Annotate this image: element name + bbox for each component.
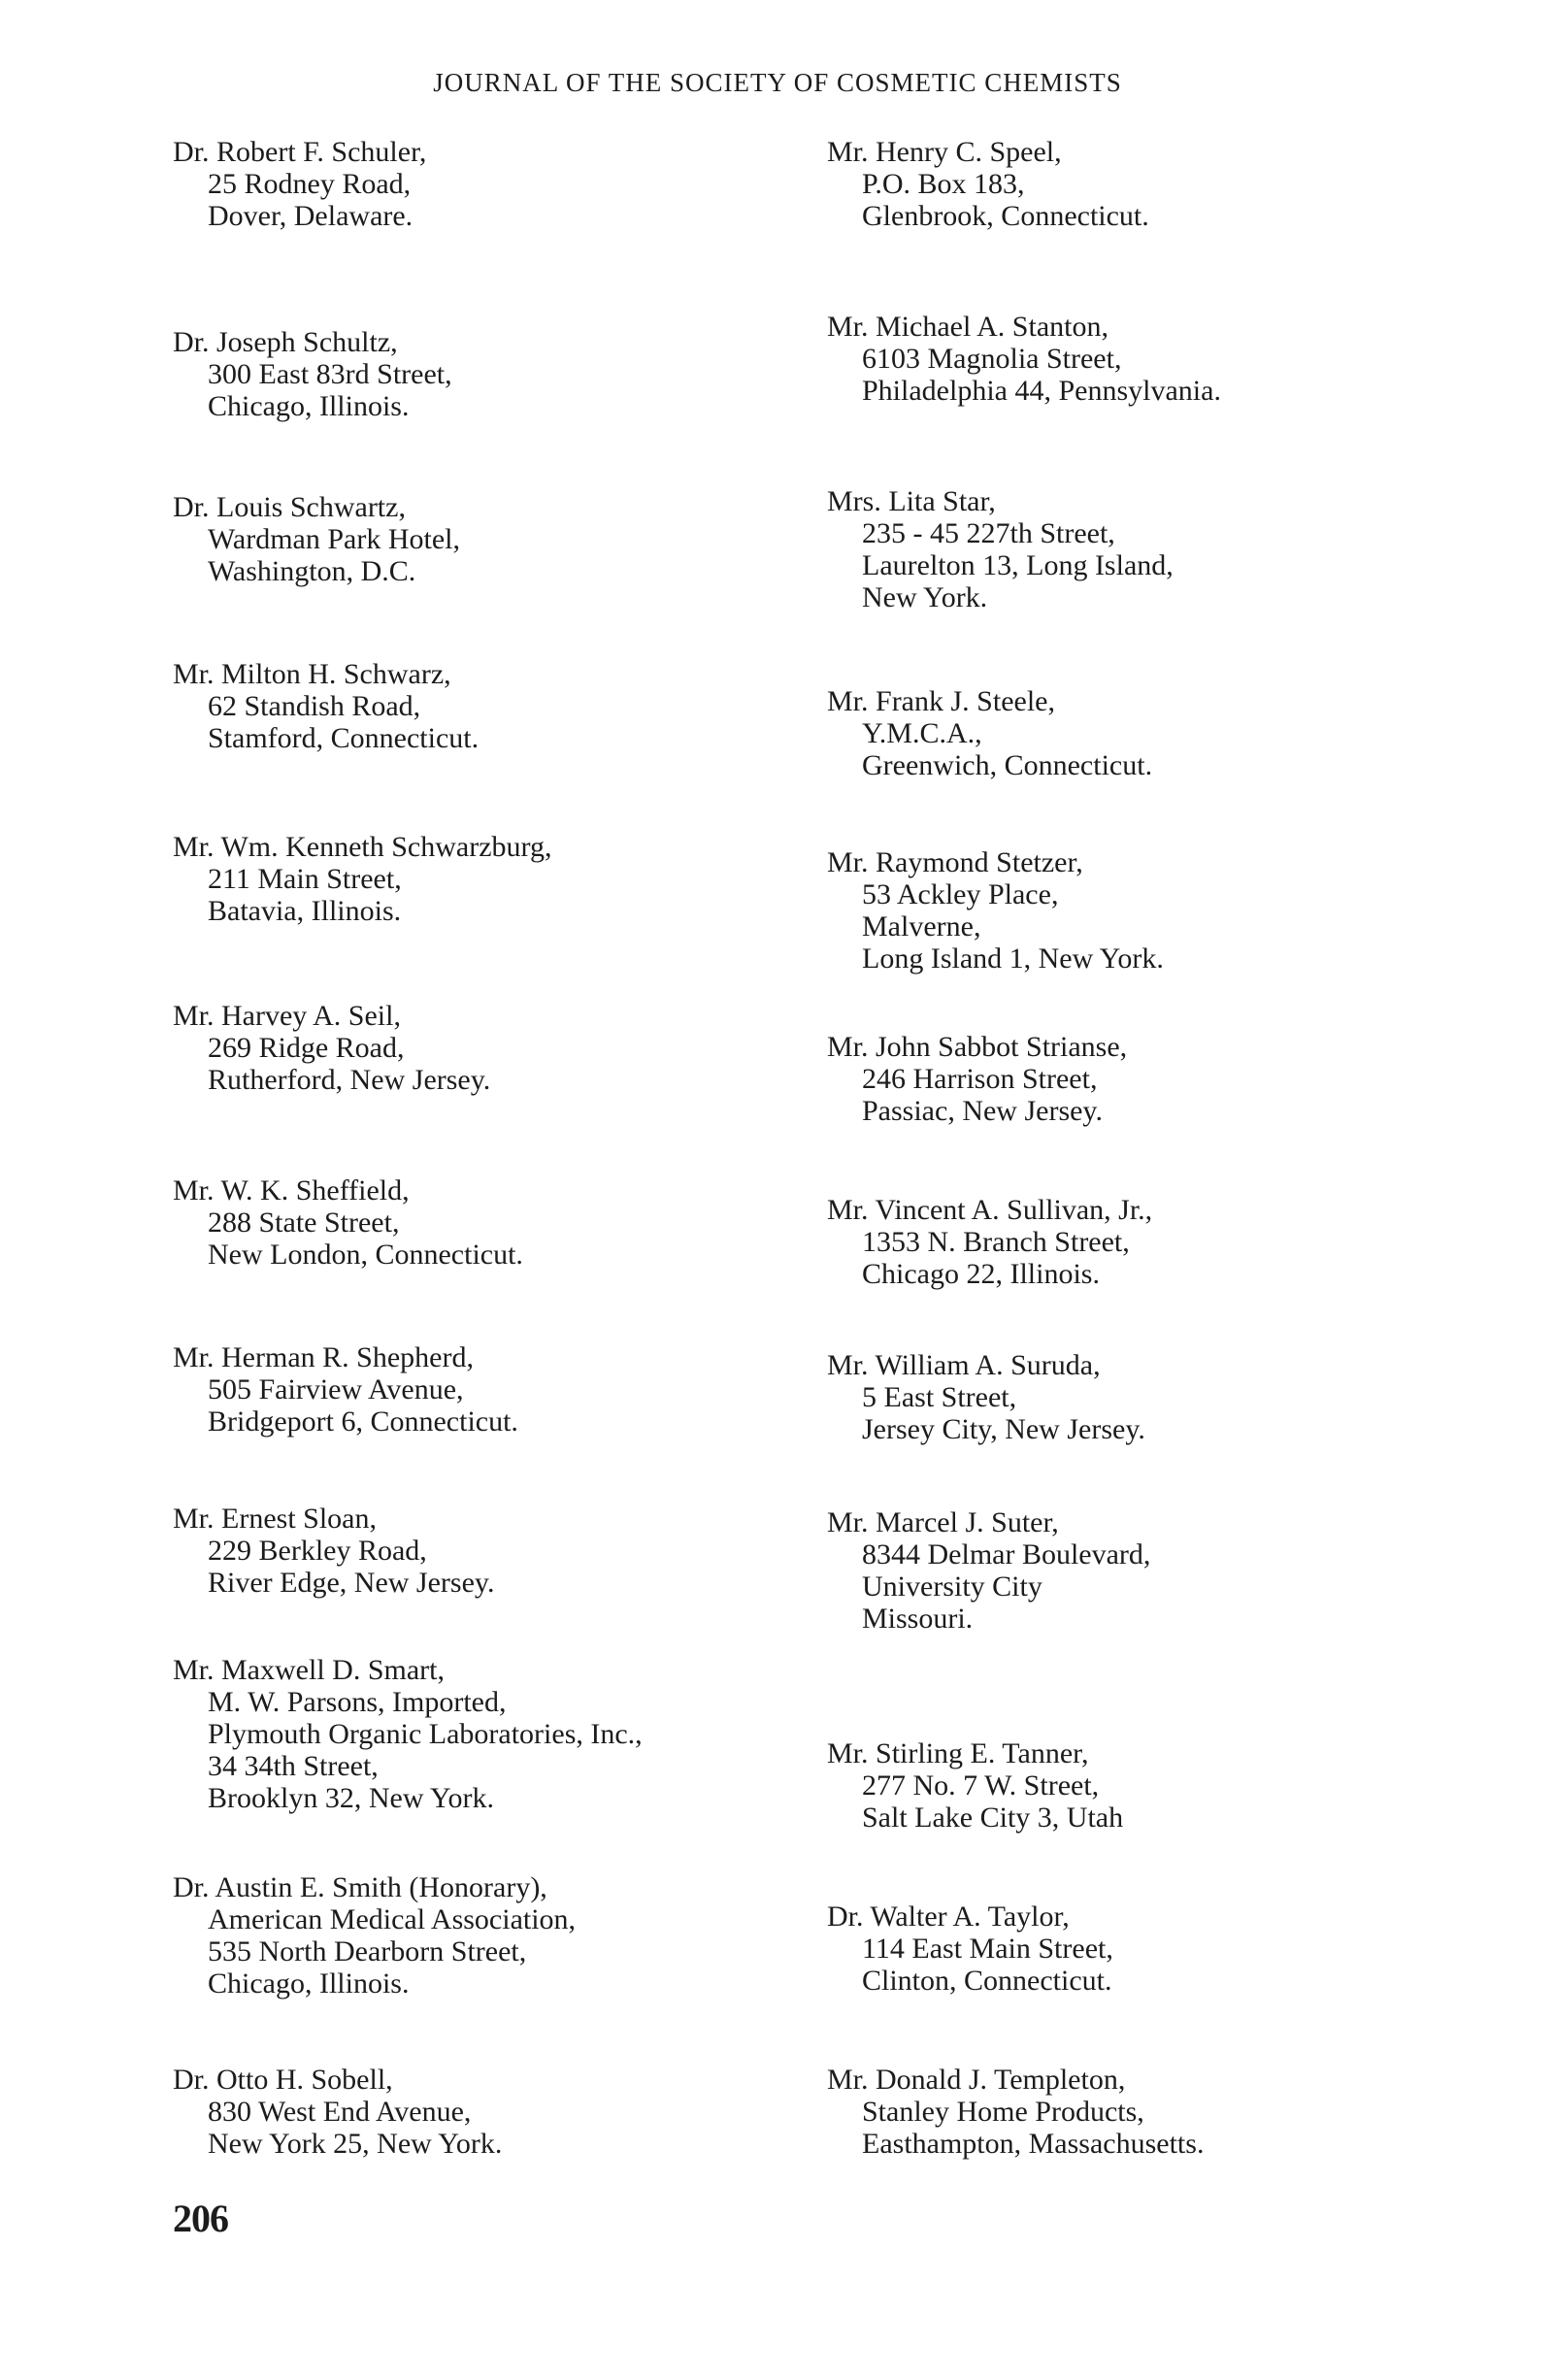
right-entry — [827, 1737, 1123, 1834]
member-name: Mr. Michael A. Stanton, — [827, 311, 1108, 343]
left-entry — [173, 2064, 502, 2160]
right-entry — [827, 2064, 1204, 2160]
address-line: University City — [862, 1570, 1042, 1603]
address-line: Chicago 22, Illinois. — [862, 1258, 1100, 1290]
left-entry — [173, 491, 460, 587]
right-entry — [827, 1194, 1152, 1290]
address-line: New York 25, New York. — [208, 2128, 503, 2160]
address-line: Salt Lake City 3, Utah — [862, 1802, 1124, 1834]
right-entry — [827, 685, 1152, 781]
right-entry — [827, 485, 1174, 613]
member-name: Mr. Vincent A. Sullivan, Jr., — [827, 1194, 1153, 1226]
address-line: Glenbrook, Connecticut. — [862, 200, 1149, 232]
address-line: 288 State Street, — [208, 1207, 400, 1239]
member-name: Mr. Stirling E. Tanner, — [827, 1737, 1089, 1769]
address-line: Plymouth Organic Laboratories, Inc., — [208, 1718, 643, 1750]
address-line: 25 Rodney Road, — [208, 168, 412, 200]
address-line: 6103 Magnolia Street, — [862, 343, 1122, 375]
address-line: 229 Berkley Road, — [208, 1535, 427, 1567]
address-line: Stanley Home Products, — [862, 2096, 1144, 2128]
left-entry — [173, 1000, 490, 1096]
address-line: Wardman Park Hotel, — [208, 523, 461, 555]
left-entry — [173, 136, 426, 232]
address-line: P.O. Box 183, — [862, 168, 1025, 200]
address-line: Easthampton, Massachusetts. — [862, 2128, 1205, 2160]
right-entry — [827, 1349, 1145, 1445]
member-name: Mr. Donald J. Templeton, — [827, 2064, 1126, 2096]
address-line: M. W. Parsons, Imported, — [208, 1686, 507, 1718]
address-line: 53 Ackley Place, — [862, 878, 1059, 910]
address-line: Dover, Delaware. — [208, 200, 414, 232]
left-entry — [173, 1341, 518, 1438]
member-name: Mr. W. K. Sheffield, — [173, 1174, 410, 1207]
address-line: Y.M.C.A., — [862, 717, 982, 749]
left-entry — [173, 1174, 523, 1271]
right-entry — [827, 1506, 1150, 1635]
left-entry — [173, 658, 479, 754]
address-line: 269 Ridge Road, — [208, 1032, 405, 1064]
address-line: Batavia, Illinois. — [208, 895, 402, 927]
left-entry — [173, 831, 551, 927]
address-line: 211 Main Street, — [208, 863, 402, 895]
address-line: Passiac, New Jersey. — [862, 1095, 1103, 1127]
address-line: 535 North Dearborn Street, — [208, 1935, 527, 1967]
member-name: Mr. Herman R. Shepherd, — [173, 1341, 474, 1373]
member-name: Mr. Marcel J. Suter, — [827, 1506, 1059, 1538]
right-entry — [827, 1901, 1113, 1997]
address-line: Missouri. — [862, 1603, 974, 1635]
member-name: Dr. Joseph Schultz, — [173, 326, 398, 358]
address-line: Long Island 1, New York. — [862, 942, 1164, 975]
address-line: 1353 N. Branch Street, — [862, 1226, 1130, 1258]
address-line: Laurelton 13, Long Island, — [862, 549, 1174, 581]
address-line: Chicago, Illinois. — [208, 1967, 410, 2000]
member-name: Mr. Maxwell D. Smart, — [173, 1654, 445, 1686]
right-entry — [827, 311, 1221, 407]
member-name: Dr. Walter A. Taylor, — [827, 1901, 1070, 1933]
member-name: Mr. William A. Suruda, — [827, 1349, 1101, 1381]
address-line: Philadelphia 44, Pennsylvania. — [862, 375, 1221, 407]
member-name: Mrs. Lita Star, — [827, 485, 996, 517]
left-entry — [173, 326, 452, 422]
address-line: 505 Fairview Avenue, — [208, 1373, 464, 1405]
address-line: 62 Standish Road, — [208, 690, 421, 722]
address-line: 34 34th Street, — [208, 1750, 379, 1782]
member-name: Mr. Ernest Sloan, — [173, 1503, 377, 1535]
address-line: New York. — [862, 581, 988, 613]
member-name: Mr. Frank J. Steele, — [827, 685, 1055, 717]
right-entry — [827, 846, 1164, 975]
address-line: Jersey City, New Jersey. — [862, 1413, 1145, 1445]
member-name: Dr. Louis Schwartz, — [173, 491, 406, 523]
address-line: 277 No. 7 W. Street, — [862, 1769, 1100, 1802]
member-name: Mr. Wm. Kenneth Schwarzburg, — [173, 831, 552, 863]
journal-header: JOURNAL OF THE SOCIETY OF COSMETIC CHEMISTS — [433, 68, 1122, 97]
page-number: 206 — [173, 2197, 228, 2240]
right-entry — [827, 136, 1149, 232]
address-line: Chicago, Illinois. — [208, 390, 410, 422]
left-entry — [173, 1503, 494, 1599]
address-line: 8344 Delmar Boulevard, — [862, 1538, 1151, 1570]
right-entry — [827, 1031, 1127, 1127]
address-line: American Medical Association, — [208, 1903, 577, 1935]
address-line: 114 East Main Street, — [862, 1933, 1113, 1965]
address-line: Stamford, Connecticut. — [208, 722, 480, 754]
member-name: Mr. Henry C. Speel, — [827, 136, 1062, 168]
left-entry — [173, 1654, 643, 1814]
address-line: 246 Harrison Street, — [862, 1063, 1098, 1095]
address-line: Malverne, — [862, 910, 981, 942]
member-name: Mr. Milton H. Schwarz, — [173, 658, 451, 690]
member-name: Mr. Harvey A. Seil, — [173, 1000, 401, 1032]
address-line: 300 East 83rd Street, — [208, 358, 452, 390]
member-name: Dr. Austin E. Smith (Honorary), — [173, 1871, 547, 1903]
member-name: Mr. Raymond Stetzer, — [827, 846, 1083, 878]
address-line: Brooklyn 32, New York. — [208, 1782, 495, 1814]
member-name: Dr. Otto H. Sobell, — [173, 2064, 393, 2096]
address-line: New London, Connecticut. — [208, 1239, 523, 1271]
address-line: River Edge, New Jersey. — [208, 1567, 495, 1599]
address-line: 5 East Street, — [862, 1381, 1017, 1413]
address-line: Clinton, Connecticut. — [862, 1965, 1112, 1997]
member-name: Mr. John Sabbot Strianse, — [827, 1031, 1128, 1063]
address-line: 830 West End Avenue, — [208, 2096, 472, 2128]
address-line: Washington, D.C. — [208, 555, 416, 587]
address-line: Rutherford, New Jersey. — [208, 1064, 491, 1096]
address-line: Bridgeport 6, Connecticut. — [208, 1405, 518, 1438]
address-line: Greenwich, Connecticut. — [862, 749, 1153, 781]
left-entry — [173, 1871, 576, 2000]
member-name: Dr. Robert F. Schuler, — [173, 136, 427, 168]
address-line: 235 - 45 227th Street, — [862, 517, 1115, 549]
